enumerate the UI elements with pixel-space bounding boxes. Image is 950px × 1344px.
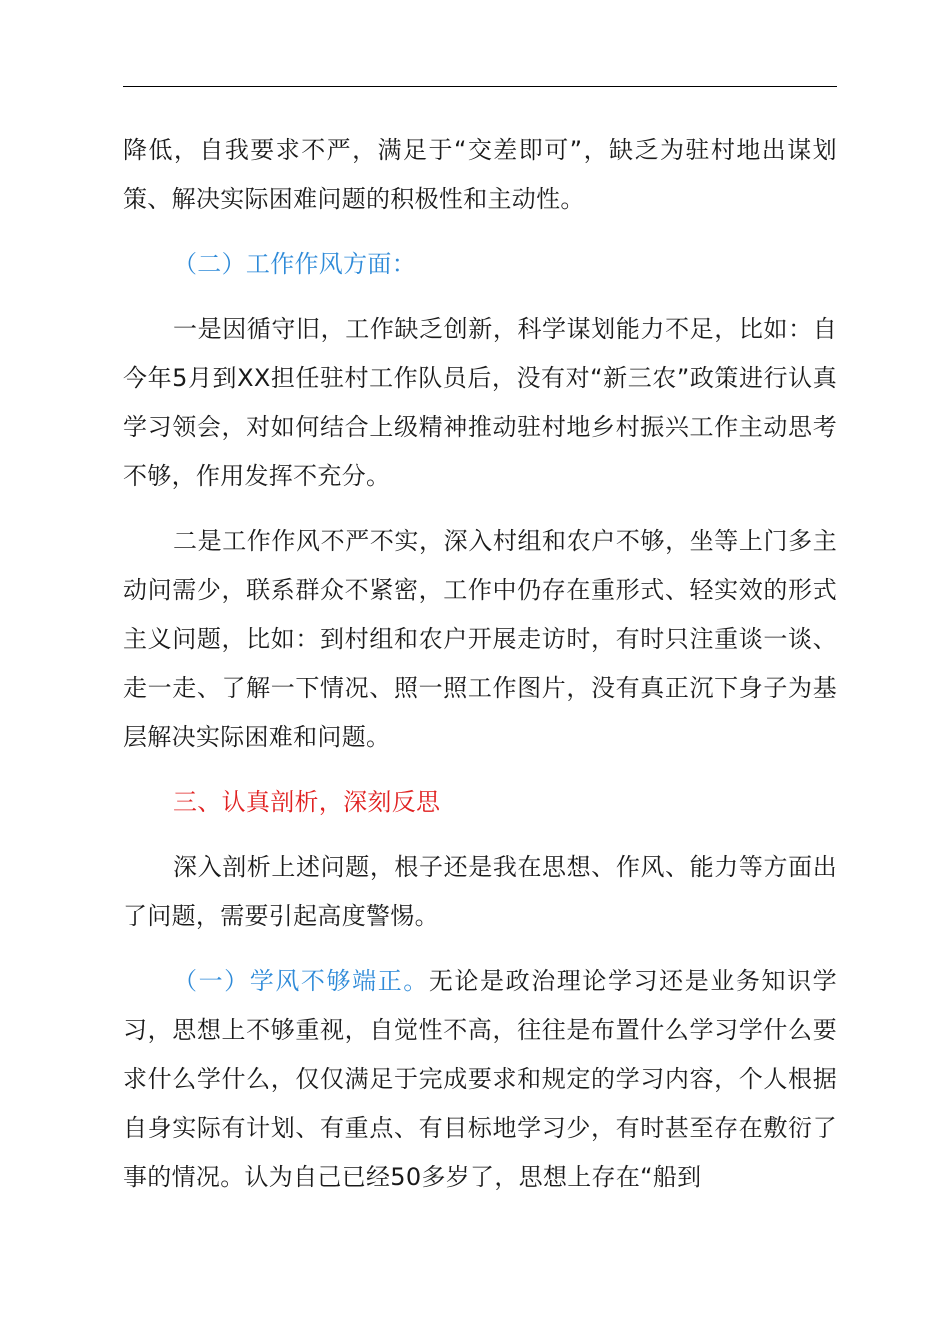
part-three-intro: 深入剖析上述问题，根子还是我在思想、作风、能力等方面出了问题，需要引起高度警惕。: [123, 853, 837, 930]
section-heading-work-style: （二）工作作风方面：: [173, 250, 416, 278]
subsection-study-style-text: 无论是政治理论学习还是业务知识学习，思想上不够重视，自觉性不高，往往是布置什么学习学什么要求什么学什么，仅仅满足于完成要求和规定的学习内容，个人根据自身实际有计划、有重点、有目标地学习少，有时甚至存在敷衍了事的情况。认为自己已经50多岁了，思想上存在“船到: [123, 967, 837, 1191]
part-three-heading: 三、认真剖析，深刻反思: [173, 788, 441, 816]
paragraph-point-two: 二是工作作风不严不实，深入村组和农户不够，坐等上门多主动问需少，联系群众不紧密，工作中仍存在重形式、轻实效的形式主义问题，比如：到村组和农户开展走访时，有时只注重谈一谈、走一走、了解一下情况、照一照工作图片，没有真正沉下身子为基层解决实际困难和问题。: [123, 527, 837, 751]
subsection-study-style-label: （一）学风不够端正。: [173, 967, 429, 995]
subsection-study-style: [123, 957, 837, 1202]
document-body: [123, 126, 837, 1218]
paragraph-point-one: 一是因循守旧，工作缺乏创新，科学谋划能力不足，比如：自今年5月到XX担任驻村工作队员后，没有对“新三农”政策进行认真学习领会，对如何结合上级精神推动驻村地乡村振兴工作主动思考不够，作用发挥不充分。: [123, 315, 837, 490]
continuation-paragraph: 降低，自我要求不严，满足于“交差即可”，缺乏为驻村地出谋划策、解决实际困难问题的积极性和主动性。: [123, 136, 837, 213]
header-rule: [123, 86, 837, 87]
